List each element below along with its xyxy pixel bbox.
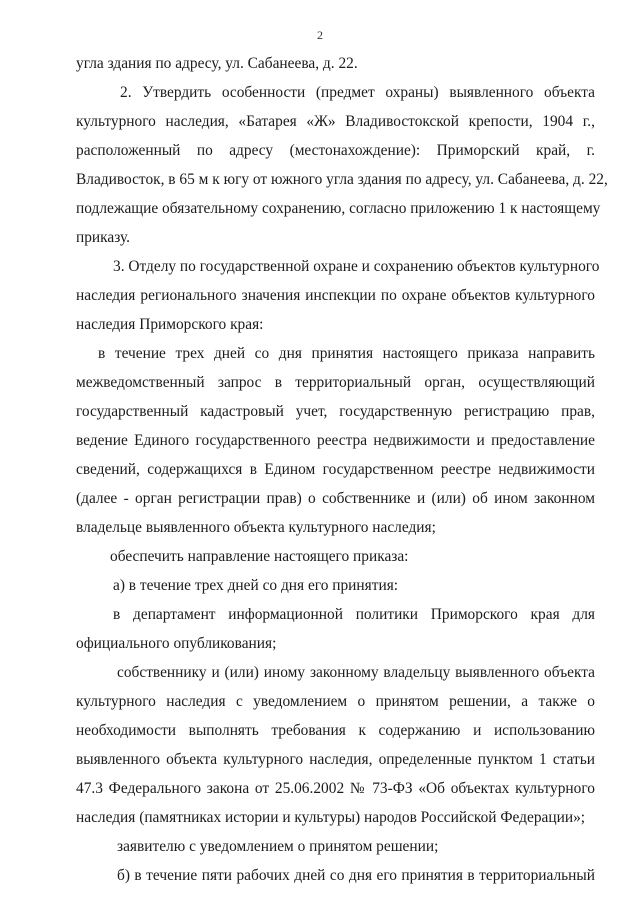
text-line: угла здания по адресу, ул. Сабанеева, д. 22.: [76, 55, 358, 72]
text-line: наследия регионального значения инспекции по охране объектов культурного: [76, 287, 595, 304]
paragraph-start: заявителю с уведомлением о принятом решении;: [117, 838, 439, 855]
paragraph-start: а) в течение трех дней со дня его принятия:: [113, 577, 399, 594]
text-line: подлежащие обязательному сохранению, согласно приложению 1 к настоящему: [76, 200, 601, 217]
paragraph-start: собственнику и (или) иному законному владельцу выявленного объекта: [117, 664, 595, 681]
paragraph-start: обеспечить направление настоящего приказа:: [110, 548, 409, 565]
text-line: ведение Единого государственного реестра недвижимости и предоставление: [76, 432, 595, 449]
text-line: культурного наследия, «Батарея «Ж» Владивостокской крепости, 1904 г.,: [76, 113, 595, 130]
text-line: (далее - орган регистрации прав) о собственнике и (или) об ином законном: [76, 490, 595, 507]
text-line: культурного наследия с уведомлением о принятом решении, а также о: [76, 693, 595, 710]
text-line: выявленного объекта культурного наследия, определенные пунктом 1 статьи: [76, 751, 595, 768]
paragraph-start: в течение трех дней со дня принятия настоящего приказа направить: [98, 345, 595, 362]
text-line: необходимости выполнять требования к содержанию и использованию: [76, 722, 595, 739]
paragraph-2-start: 2. Утвердить особенности (предмет охраны) выявленного объекта: [120, 84, 595, 101]
text-line: владельце выявленного объекта культурного наследия;: [76, 519, 436, 536]
text-line: 47.3 Федерального закона от 25.06.2002 № 73-ФЗ «Об объектах культурного: [76, 780, 595, 797]
paragraph-start: б) в течение пяти рабочих дней со дня его принятия в территориальный: [117, 867, 595, 884]
text-line: сведений, содержащихся в Едином государственном реестре недвижимости: [76, 461, 595, 478]
text-line: наследия Приморского края:: [76, 316, 264, 333]
text-line: государственный кадастровый учет, государственную регистрацию прав,: [76, 403, 595, 420]
text-line: наследия (памятниках истории и культуры) народов Российской Федерации»;: [76, 809, 586, 826]
text-line: Владивосток, в 65 м к югу от южного угла здания по адресу, ул. Сабанеева, д. 22,: [76, 171, 608, 188]
text-line: межведомственный запрос в территориальный орган, осуществляющий: [76, 374, 595, 391]
text-line: приказу.: [76, 229, 131, 246]
text-line: расположенный по адресу (местонахождение): Приморский край, г.: [76, 142, 595, 159]
page-number: 2: [317, 28, 323, 42]
text-line: официального опубликования;: [76, 635, 277, 652]
paragraph-start: в департамент информационной политики Приморского края для: [113, 606, 595, 623]
paragraph-3-start: 3. Отделу по государственной охране и сохранению объектов культурного: [113, 258, 600, 275]
